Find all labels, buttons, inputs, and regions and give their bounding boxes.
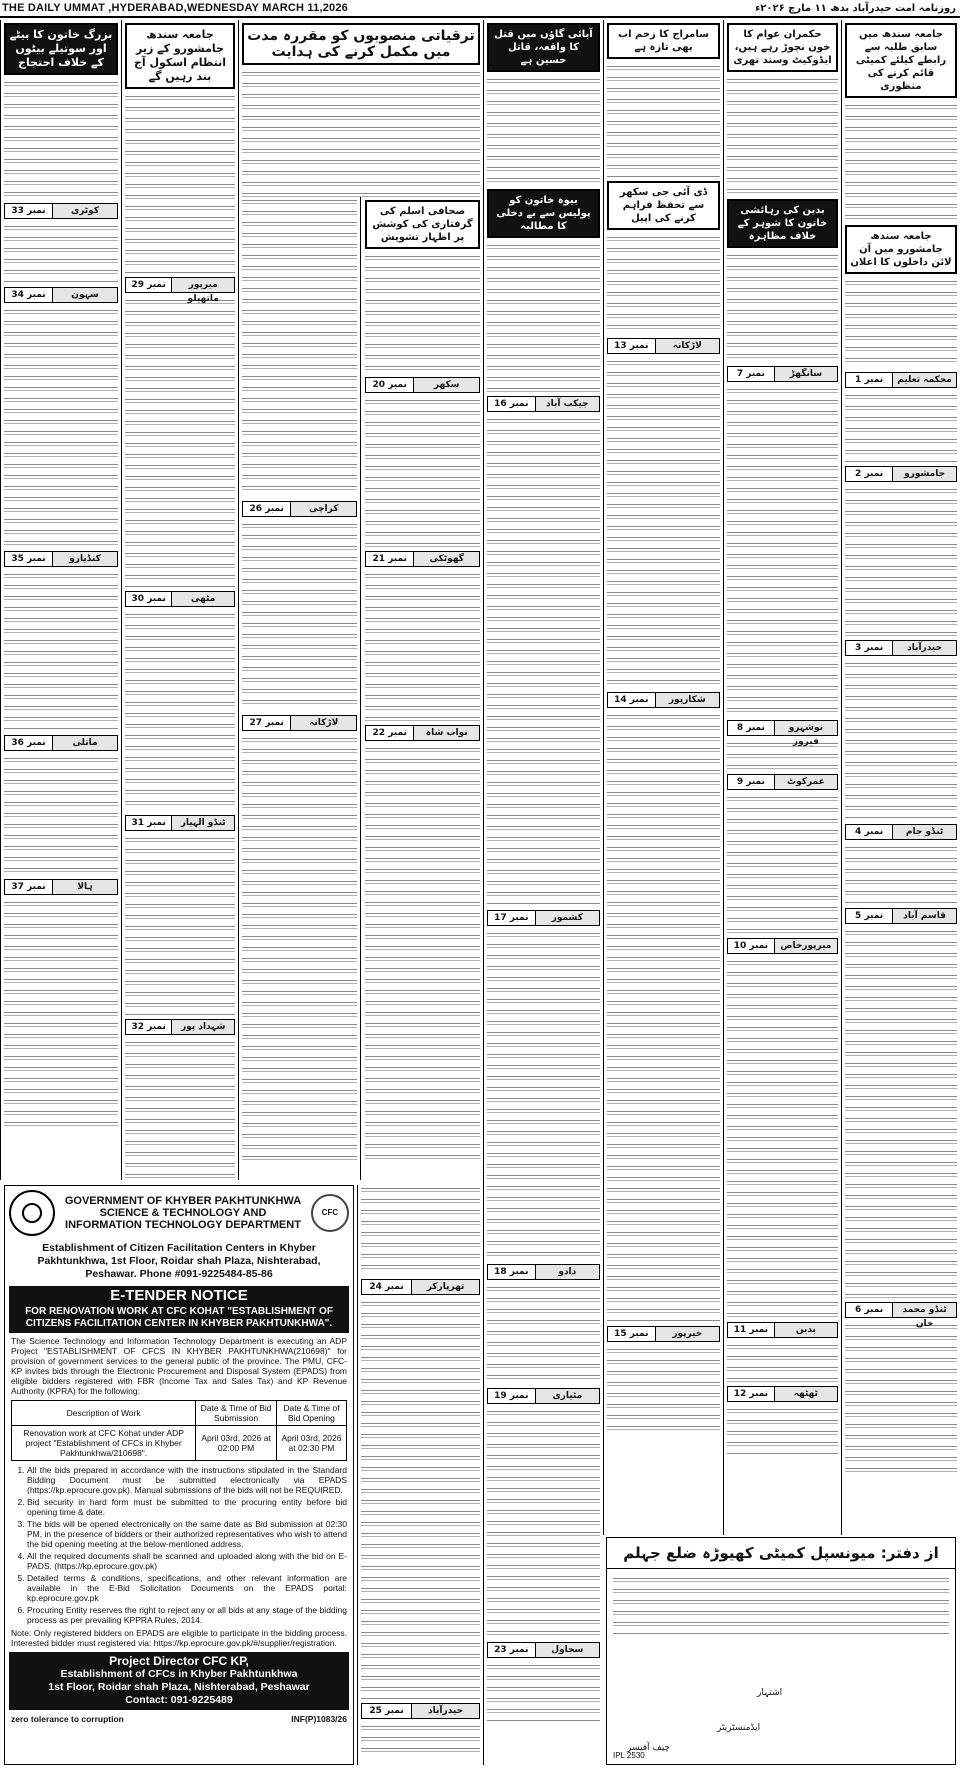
tender-conditions bbox=[27, 1465, 347, 1625]
notice-number: نمبر 24 bbox=[362, 1280, 412, 1294]
notice-title: شہداد پور bbox=[172, 1020, 234, 1034]
e-tender-advertisement bbox=[4, 1185, 354, 1765]
notice bbox=[365, 551, 480, 567]
notice-number: نمبر 17 bbox=[488, 911, 536, 925]
ipl-number: IPL 2530 bbox=[613, 1751, 645, 1760]
notice bbox=[487, 910, 600, 926]
notice-title: سکھر bbox=[414, 378, 479, 392]
notice bbox=[727, 938, 838, 954]
notice-title: کوٹری bbox=[53, 204, 117, 218]
tender-subtitle: FOR RENOVATION WORK AT CFC KOHAT "ESTABLISHMENT OF CITIZENS FACILITATION CENTER IN KHYBER PAKHTUNKHWA". bbox=[25, 1306, 333, 1329]
notice bbox=[487, 1642, 600, 1658]
notice-title: میرپورخاص bbox=[775, 939, 837, 953]
article-text bbox=[607, 234, 720, 334]
notice-number: نمبر 12 bbox=[728, 1387, 775, 1401]
article-text bbox=[4, 79, 118, 199]
tender-title-banner bbox=[9, 1286, 349, 1333]
notice-number: نمبر 11 bbox=[728, 1323, 775, 1337]
headline: جامعہ سندھ جامشورو کے زیر انتظام اسکول آج بند رہیں گے bbox=[125, 23, 235, 89]
headline: جامعہ سندھ میں سابق طلبہ سے رابطے کیلئے کمیٹی قائم کرنے کی منظوری bbox=[845, 23, 957, 98]
notice-title: سجاول bbox=[536, 1643, 599, 1657]
notice-title: ٹنڈو الہیار bbox=[172, 816, 234, 830]
article-text bbox=[4, 755, 118, 875]
article-text bbox=[607, 358, 720, 688]
notice-title: خیرپور bbox=[656, 1327, 719, 1341]
notice-title: سہون bbox=[53, 288, 117, 302]
article-text bbox=[487, 1662, 600, 1722]
article-text bbox=[607, 712, 720, 1322]
article-text bbox=[487, 416, 600, 906]
headline: سامراج کا زخم اب بھی تازہ ہے bbox=[607, 23, 720, 59]
notice-number: نمبر 20 bbox=[366, 378, 414, 392]
article-text bbox=[4, 571, 118, 731]
notice-number: نمبر 33 bbox=[5, 204, 53, 218]
article-text bbox=[607, 63, 720, 178]
article-text bbox=[242, 521, 357, 711]
article-text bbox=[4, 899, 118, 1129]
article-text bbox=[607, 63, 720, 178]
list-item: 4. All the required documents shall be scanned and uploaded along with the bid on E-PADS. (https://kp.eprocure.gov.pk) bbox=[27, 1551, 347, 1571]
article-text bbox=[361, 1299, 480, 1699]
notice-number: نمبر 25 bbox=[362, 1704, 412, 1718]
footer-line: 1st Floor, Roidar shah Plaza, Nishterabad, Peshawar bbox=[48, 1681, 310, 1693]
notice-number: نمبر 31 bbox=[126, 816, 172, 830]
notice-number: نمبر 30 bbox=[126, 592, 172, 606]
notice-title: میرپور ماتھیلو bbox=[172, 278, 234, 292]
article-text bbox=[125, 93, 235, 273]
article-text bbox=[727, 252, 838, 362]
notice-title: عمرکوٹ bbox=[775, 775, 837, 789]
footer-line: Establishment of CFCs in Khyber Pakhtunkhwa bbox=[60, 1668, 298, 1680]
notice bbox=[487, 396, 600, 412]
notice-number: نمبر 9 bbox=[728, 775, 775, 789]
article-text bbox=[242, 69, 480, 197]
article-text bbox=[365, 571, 480, 721]
article-text bbox=[125, 297, 235, 587]
notice bbox=[607, 338, 720, 354]
notice bbox=[125, 815, 235, 831]
headline: بیوہ خاتون کو پولیس سے بے دخلی کا مطالبہ bbox=[487, 189, 600, 238]
article-text bbox=[4, 755, 118, 875]
list-item: 3. The bids will be opened electronically on the same date as Bid submission at 02:30 PM, in the presence of bidders or their authorized representatives who wish to attend the bid opening meeting at the below-mentioned address. bbox=[27, 1519, 347, 1549]
article-text bbox=[845, 278, 957, 368]
article-text bbox=[727, 386, 838, 716]
column-3 bbox=[603, 20, 723, 1535]
notice-title: دادو bbox=[536, 1265, 599, 1279]
article-text bbox=[727, 958, 838, 1318]
article-text bbox=[4, 899, 118, 1129]
article-text bbox=[845, 660, 957, 820]
notice bbox=[242, 501, 357, 517]
tender-title: E-TENDER NOTICE bbox=[110, 1287, 248, 1304]
article-text bbox=[487, 242, 600, 392]
establishment-address: Establishment of Citizen Facilitation Centers in Khyber Pakhtunkhwa, 1st Floor, Roidar shah Plaza, Nishterabad, Peshawar. Phone #091-9225484-85-86 bbox=[37, 1242, 321, 1280]
notice-number: نمبر 19 bbox=[488, 1389, 536, 1403]
headline: جامعہ سندھ جامشورو میں آن لائن داخلوں کا اعلان bbox=[845, 225, 957, 274]
notice bbox=[125, 277, 235, 304]
notice bbox=[845, 372, 957, 388]
notice-number: نمبر 35 bbox=[5, 552, 53, 566]
notice bbox=[845, 824, 957, 840]
notice-title: حیدرآباد bbox=[412, 1704, 479, 1718]
notice-number: نمبر 34 bbox=[5, 288, 53, 302]
headline: ڈی آئی جی سکھر سے تحفظ فراہم کرنے کی اپیل bbox=[607, 181, 720, 230]
article-text bbox=[727, 76, 838, 196]
column-5 bbox=[238, 20, 483, 1180]
article-text bbox=[242, 521, 357, 711]
notice-title: ٹنڈو جام bbox=[893, 825, 956, 839]
notice-number: نمبر 32 bbox=[126, 1020, 172, 1034]
notice bbox=[727, 774, 838, 790]
notice bbox=[845, 466, 957, 482]
notice-title: کنڈیارو bbox=[53, 552, 117, 566]
gov-name: GOVERNMENT OF KHYBER PAKHTUNKHWA bbox=[64, 1195, 302, 1207]
cfc-logo-icon: CFC bbox=[311, 1194, 349, 1232]
article-text bbox=[365, 397, 480, 547]
signature-chief-officer: چیف آفیسر bbox=[627, 1743, 670, 1753]
notice bbox=[4, 203, 118, 219]
notice-number: نمبر 13 bbox=[608, 339, 656, 353]
notice-title: کشمور bbox=[536, 911, 599, 925]
article-text bbox=[607, 712, 720, 1322]
article-text bbox=[727, 76, 838, 196]
notice bbox=[845, 640, 957, 656]
notice-title: مٹیاری bbox=[536, 1389, 599, 1403]
notice-title: جامشورو bbox=[893, 467, 956, 481]
notice bbox=[4, 879, 118, 895]
notice bbox=[4, 735, 118, 751]
notice-title: گھوٹکی bbox=[414, 552, 479, 566]
article-text bbox=[845, 660, 957, 820]
masthead-urdu: روزنامہ امت حیدرآباد بدھ ۱۱ مارچ ۲۰۲۶ء bbox=[755, 2, 956, 14]
article-text bbox=[365, 397, 480, 547]
article-text bbox=[607, 358, 720, 688]
article-text bbox=[242, 735, 357, 1165]
notice bbox=[845, 1302, 957, 1329]
article-text bbox=[607, 234, 720, 334]
notice bbox=[125, 591, 235, 607]
article-text bbox=[487, 1284, 600, 1384]
article-text bbox=[727, 740, 838, 770]
notice-title: لاڑکانہ bbox=[656, 339, 719, 353]
article-text bbox=[845, 486, 957, 636]
article-text bbox=[365, 253, 480, 373]
headline: ترقیاتی منصوبوں کو مقررہ مدت میں مکمل کرنے کی ہدایت bbox=[242, 23, 480, 65]
article-text bbox=[845, 1322, 957, 1472]
notice-title: حیدرآباد bbox=[893, 641, 956, 655]
notice-number: نمبر 27 bbox=[243, 716, 291, 730]
article-text bbox=[125, 93, 235, 273]
dept-line-2: INFORMATION TECHNOLOGY DEPARTMENT bbox=[65, 1219, 301, 1231]
notice bbox=[487, 1388, 600, 1404]
ref-number: INF(P)1083/26 bbox=[291, 1714, 347, 1724]
article-text bbox=[613, 1575, 949, 1635]
notice bbox=[365, 725, 480, 741]
notice-number: نمبر 10 bbox=[728, 939, 775, 953]
notice-number: نمبر 2 bbox=[846, 467, 893, 481]
article-text bbox=[845, 844, 957, 904]
tender-table bbox=[11, 1400, 347, 1461]
notice bbox=[727, 1322, 838, 1338]
notice-number: نمبر 8 bbox=[728, 721, 775, 735]
list-item: 2. Bid security in hard form must be submitted to the procuring entity before bid opening time & date. bbox=[27, 1497, 347, 1517]
notice bbox=[727, 366, 838, 382]
notice bbox=[4, 287, 118, 303]
article-text bbox=[487, 1284, 600, 1384]
column-2 bbox=[723, 20, 841, 1535]
notice-number: نمبر 37 bbox=[5, 880, 53, 894]
notice bbox=[242, 715, 357, 731]
municipal-advertisement bbox=[606, 1537, 956, 1765]
masthead bbox=[0, 0, 960, 18]
article-text bbox=[727, 1406, 838, 1456]
notice-number: نمبر 14 bbox=[608, 693, 656, 707]
article-text bbox=[727, 1342, 838, 1382]
notice-number: نمبر 4 bbox=[846, 825, 893, 839]
article-text bbox=[125, 835, 235, 1015]
dept-line-1: SCIENCE & TECHNOLOGY AND bbox=[99, 1207, 267, 1219]
list-item: 6. Procuring Entity reserves the right to reject any or all bids at any stage of the bidding process as per prevailing KPPRA Rules, 2014. bbox=[27, 1605, 347, 1625]
notice-number: نمبر 16 bbox=[488, 397, 536, 411]
article-text bbox=[242, 735, 357, 1165]
notice bbox=[361, 1703, 480, 1719]
notice-title: تھرپارکر bbox=[412, 1280, 479, 1294]
article-text bbox=[727, 794, 838, 934]
tender-footer bbox=[9, 1652, 349, 1710]
headline: بزرگ خاتون کا بیٹے اور سوتیلے بیٹوں کے خلاف احتجاج bbox=[4, 23, 118, 75]
article-text bbox=[4, 223, 118, 283]
article-text bbox=[727, 252, 838, 362]
notice bbox=[727, 720, 838, 747]
article-text bbox=[361, 1185, 480, 1275]
article-text bbox=[487, 930, 600, 1260]
column-4 bbox=[483, 20, 603, 1765]
article-text bbox=[361, 1185, 480, 1275]
column-6 bbox=[121, 20, 238, 1180]
table-cell: April 03rd, 2026 at 02:00 PM bbox=[196, 1426, 277, 1461]
article-text bbox=[125, 611, 235, 811]
article-text bbox=[487, 930, 600, 1260]
article-text bbox=[487, 416, 600, 906]
tender-note: Note: Only registered bidders on EPADS are eligible to participate in the bidding process. Interested bidder must registered via: https://kp.eprocure.gov.pk/#/supplier/registration. bbox=[11, 1628, 347, 1648]
notice-number: نمبر 7 bbox=[728, 367, 775, 381]
notice-title: مٹھی bbox=[172, 592, 234, 606]
article-text bbox=[365, 253, 480, 373]
article-text bbox=[487, 1662, 600, 1722]
article-text bbox=[487, 76, 600, 186]
article-text bbox=[365, 571, 480, 721]
article-text bbox=[727, 386, 838, 716]
notice-number: نمبر 29 bbox=[126, 278, 172, 292]
article-text bbox=[4, 307, 118, 547]
article-text bbox=[487, 1408, 600, 1638]
list-item: 1. All the bids prepared in accordance with the instructions stipulated in the Standard Bidding Document must be submitted electronically via EPADS (https://kp.eprocure.gov.pk). Manual submissions of the bids will not be REQUIRED. bbox=[27, 1465, 347, 1495]
article-text bbox=[845, 278, 957, 368]
article-text bbox=[361, 1299, 480, 1699]
list-item: 5. Detailed terms & conditions, specifications, and other relevant information are available in the E-Bid Solicitation Documents on the EPADS portal: kp.eprocure.gov.pk bbox=[27, 1573, 347, 1603]
notice-title: ماتلی bbox=[53, 736, 117, 750]
article-text bbox=[727, 794, 838, 934]
article-text bbox=[365, 745, 480, 1165]
notice-title: قاسم آباد bbox=[893, 909, 956, 923]
article-text bbox=[361, 1723, 480, 1753]
article-text bbox=[4, 79, 118, 199]
article-text bbox=[125, 1039, 235, 1180]
notice bbox=[4, 551, 118, 567]
article-text bbox=[125, 297, 235, 587]
article-text bbox=[845, 392, 957, 462]
table-cell: April 03rd, 2026 at 02:30 PM bbox=[276, 1426, 346, 1461]
tender-intro: The Science Technology and Information Technology Department is executing an ADP Project "ESTABLISHMENT OF CFCS IN KHYBER PAKHTUNKHWA(210698)" for provision of government services to the general public of the province. The PMU, CFC-KP invites bids through the Electronic Procurement and Disposal System (EPADS) from eligible bidders registered with FBR (Income Tax and Sales Tax) and KP Revenue Authority (KPRA) for the following: bbox=[11, 1336, 347, 1396]
notice bbox=[125, 1019, 235, 1035]
table-header: Date & Time of Bid Opening bbox=[276, 1401, 346, 1426]
article-text bbox=[727, 1406, 838, 1456]
notice-number: نمبر 21 bbox=[366, 552, 414, 566]
notice-number: نمبر 36 bbox=[5, 736, 53, 750]
article-text bbox=[845, 928, 957, 1298]
notice bbox=[727, 1386, 838, 1402]
column-5-bottom bbox=[357, 1185, 483, 1765]
column-1 bbox=[841, 20, 960, 1535]
notice-number: نمبر 23 bbox=[488, 1643, 536, 1657]
signature-administrator: ایڈمنسٹریٹر bbox=[717, 1723, 761, 1733]
article-text bbox=[125, 611, 235, 811]
notice-title: لاڑکانہ bbox=[291, 716, 356, 730]
article-text bbox=[727, 1342, 838, 1382]
article-text bbox=[727, 740, 838, 770]
notice-title: نواب شاہ bbox=[414, 726, 479, 740]
slogan: zero tolerance to corruption bbox=[11, 1714, 124, 1724]
municipal-header: از دفتر: میونسپل کمیٹی کھیوڑہ ضلع جہلم bbox=[607, 1538, 955, 1569]
notice-number: نمبر 6 bbox=[846, 1303, 893, 1317]
table-header: Date & Time of Bid Submission bbox=[196, 1401, 277, 1426]
table-header: Description of Work bbox=[12, 1401, 196, 1426]
article-text bbox=[361, 1723, 480, 1753]
notice-title: ٹھٹھہ bbox=[775, 1387, 837, 1401]
notice-title: کراچی bbox=[291, 502, 356, 516]
article-text bbox=[242, 197, 357, 497]
article-text bbox=[242, 197, 357, 497]
notice bbox=[365, 377, 480, 393]
article-text bbox=[845, 102, 957, 222]
notice-number: نمبر 22 bbox=[366, 726, 414, 740]
article-text bbox=[487, 76, 600, 186]
notice-title: محکمہ تعلیم bbox=[893, 373, 956, 387]
article-text bbox=[845, 844, 957, 904]
table-cell: Renovation work at CFC Kohat under ADP project "Establishment of CFCs in Khyber Pakhtunkhwa/210698". bbox=[12, 1426, 196, 1461]
article-text bbox=[365, 745, 480, 1165]
article-text bbox=[487, 242, 600, 392]
article-text bbox=[845, 1322, 957, 1472]
notice-number: نمبر 1 bbox=[846, 373, 893, 387]
article-text bbox=[4, 223, 118, 283]
article-text bbox=[845, 392, 957, 462]
article-text bbox=[845, 928, 957, 1298]
notice-title: بدین bbox=[775, 1323, 837, 1337]
notice-number: نمبر 18 bbox=[488, 1265, 536, 1279]
article-text bbox=[845, 486, 957, 636]
notice bbox=[487, 1264, 600, 1280]
notice-number: نمبر 5 bbox=[846, 909, 893, 923]
notice-number: نمبر 3 bbox=[846, 641, 893, 655]
notice-title: نوشہرو فیروز bbox=[775, 721, 837, 735]
article-text bbox=[4, 307, 118, 547]
article-text bbox=[125, 1039, 235, 1180]
article-text bbox=[845, 102, 957, 222]
table-row bbox=[12, 1426, 347, 1461]
ishtihar-label: اشتہار bbox=[757, 1688, 783, 1698]
headline: بدین کی رہائشی خاتون کا شوہر کے خلاف مظاہرہ bbox=[727, 199, 838, 248]
article-text bbox=[607, 1346, 720, 1436]
footer-line: Contact: 091-9225489 bbox=[125, 1694, 233, 1706]
column-7 bbox=[0, 20, 121, 1180]
notice-title: ٹنڈو محمد خان bbox=[893, 1303, 956, 1317]
headline: صحافی اسلم کی گرفتاری کی کوشش پر اظہار تشویش bbox=[365, 200, 480, 249]
headline: حکمران عوام کا خون نچوڑ رہے ہیں، ایڈوکیٹ وسند تھری bbox=[727, 23, 838, 72]
headline: آبائی گاؤں میں قتل کا واقعہ، قاتل حسین ہے bbox=[487, 23, 600, 72]
footer-line: Project Director CFC KP, bbox=[109, 1654, 249, 1668]
kp-government-logo-icon bbox=[9, 1190, 55, 1236]
notice bbox=[845, 908, 957, 924]
notice-number: نمبر 15 bbox=[608, 1327, 656, 1341]
notice-title: ہالا bbox=[53, 880, 117, 894]
masthead-english: THE DAILY UMMAT ,HYDERABAD,WEDNESDAY MARCH 11,2026 bbox=[2, 2, 348, 14]
article-text bbox=[125, 835, 235, 1015]
notice-title: جیکب آباد bbox=[536, 397, 599, 411]
article-text bbox=[4, 571, 118, 731]
notice bbox=[607, 1326, 720, 1342]
notice bbox=[607, 692, 720, 708]
article-text bbox=[607, 1346, 720, 1436]
notice-title: سانگھڑ bbox=[775, 367, 837, 381]
article-text bbox=[242, 69, 480, 197]
article-text bbox=[487, 1408, 600, 1638]
article-text bbox=[727, 958, 838, 1318]
notice-title: شکارپور bbox=[656, 693, 719, 707]
notice bbox=[361, 1279, 480, 1295]
notice-number: نمبر 26 bbox=[243, 502, 291, 516]
